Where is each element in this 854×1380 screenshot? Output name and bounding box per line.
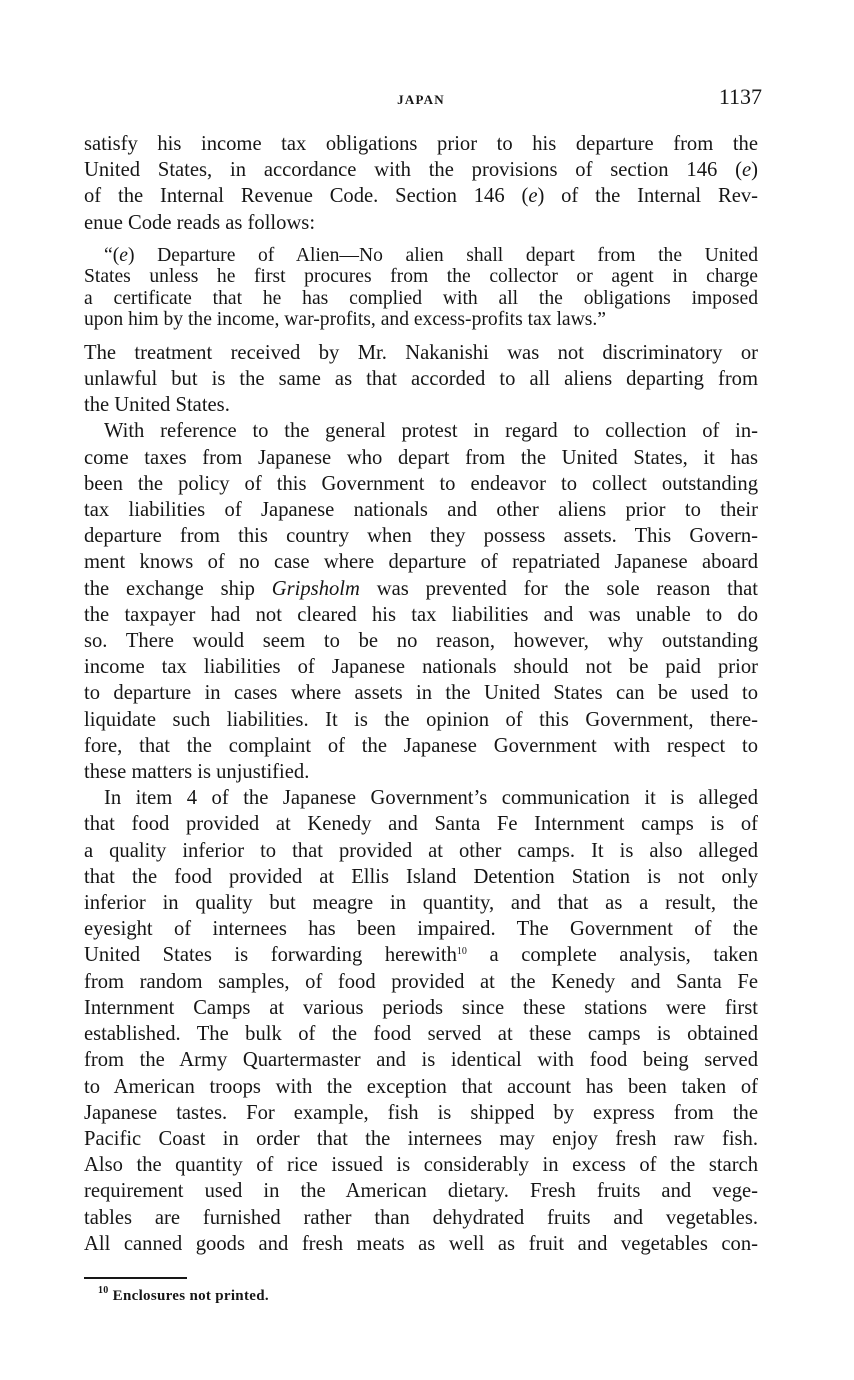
text-line: unlawful but is the same as that accorded to all aliens departing from (84, 368, 758, 391)
text-line: the United States. (84, 394, 230, 417)
text-line: the exchange ship Gripsholm was prevented for the sole reason that (84, 577, 758, 600)
text-line: to American troops with the exception that account has been taken of (84, 1075, 758, 1098)
text-line: from the Army Quartermaster and is identical with food being served (84, 1049, 758, 1072)
text-line: come taxes from Japanese who depart from the United States, it has (84, 446, 758, 469)
text-line: from random samples, of food provided at the Kenedy and Santa Fe (84, 970, 758, 993)
text-line: ment knows of no case where departure of repatriated Japanese aboard (84, 551, 758, 574)
page-header (84, 84, 762, 118)
paragraph-nakanishi-treatment (84, 340, 758, 419)
text-line: these matters is unjustified. (84, 761, 310, 784)
footnote-text: Enclosures not printed. (108, 1288, 269, 1304)
block-quote-section-146e (84, 245, 758, 331)
text-line: upon him by the income, war-profits, and excess-profits tax laws.” (84, 309, 606, 331)
running-head: JAPAN (397, 92, 445, 107)
text-line: the taxpayer had not cleared his tax liabilities and was unable to do (84, 603, 758, 626)
paragraph-general-protest (84, 418, 758, 785)
text-line: United States, in accordance with the provisions of section 146 (e) (84, 159, 758, 182)
text-line: tax liabilities of Japanese nationals and other aliens prior to their (84, 499, 758, 522)
text-line: With reference to the general protest in regard to collection of in- (104, 420, 758, 443)
text-line: of the Internal Revenue Code. Section 146 (e) of the Internal Rev- (84, 185, 758, 208)
text-line: Also the quantity of rice issued is considerably in excess of the starch (84, 1154, 758, 1177)
text-line: Internment Camps at various periods since these stations were first (84, 996, 758, 1019)
text-line: inferior in quality but meagre in quantity, and that as a result, the (84, 892, 758, 915)
text-line: a quality inferior to that provided at other camps. It is also alleged (84, 839, 758, 862)
body-text (84, 131, 758, 1257)
text-line: to departure in cases where assets in the United States can be used to (84, 682, 758, 705)
footnote-reference[interactable]: 10 (456, 946, 467, 958)
footnote (98, 1285, 269, 1305)
footnote-marker: 10 (98, 1285, 109, 1296)
text-line: requirement used in the American dietary. Fresh fruits and vege- (84, 1180, 758, 1203)
text-line: The treatment received by Mr. Nakanishi was not discriminatory or (84, 341, 758, 364)
text-line: income tax liabilities of Japanese nationals should not be paid prior (84, 656, 758, 679)
paragraph-food-analysis (84, 785, 758, 1257)
paragraph-income-tax-obligations (84, 131, 758, 236)
text-line: “(e) Departure of Alien—No alien shall depart from the United (104, 244, 758, 266)
text-line: All canned goods and fresh meats as well as fruit and vegetables con- (84, 1232, 758, 1255)
page-number: 1137 (718, 84, 762, 109)
text-line: tables are furnished rather than dehydrated fruits and vegetables. (84, 1206, 758, 1229)
text-line: United States is forwarding herewith$^{10}$ a complete analysis, taken (84, 944, 758, 967)
text-line: been the policy of this Government to endeavor to collect outstanding (84, 472, 758, 495)
text-line: so. There would seem to be no reason, however, why outstanding (84, 630, 758, 653)
text-line: States unless he first procures from the collector or agent in charge (84, 266, 758, 288)
text-line: satisfy his income tax obligations prior to his departure from the (84, 133, 758, 155)
text-line: departure from this country when they possess assets. This Govern- (84, 525, 758, 548)
footnote-divider (84, 1277, 187, 1279)
ship-name: Gripsholm (271, 577, 360, 600)
text-line: that the food provided at Ellis Island Detention Station is not only (84, 865, 758, 888)
text-line: fore, that the complaint of the Japanese Government with respect to (84, 734, 758, 757)
text-line: eyesight of internees has been impaired. The Government of the (84, 918, 758, 941)
text-line: enue Code reads as follows: (84, 211, 316, 234)
text-line: Pacific Coast in order that the internees may enjoy fresh raw fish. (84, 1127, 758, 1150)
text-line: Japanese tastes. For example, fish is shipped by express from the (84, 1101, 758, 1124)
text-line: In item 4 of the Japanese Government’s communication it is alleged (104, 787, 758, 810)
text-line: liquidate such liabilities. It is the opinion of this Government, there- (84, 708, 758, 731)
text-line: established. The bulk of the food served at these camps is obtained (84, 1023, 758, 1046)
text-line: a certificate that he has complied with all the obligations imposed (84, 287, 758, 309)
text-line: that food provided at Kenedy and Santa Fe Internment camps is of (84, 813, 758, 836)
